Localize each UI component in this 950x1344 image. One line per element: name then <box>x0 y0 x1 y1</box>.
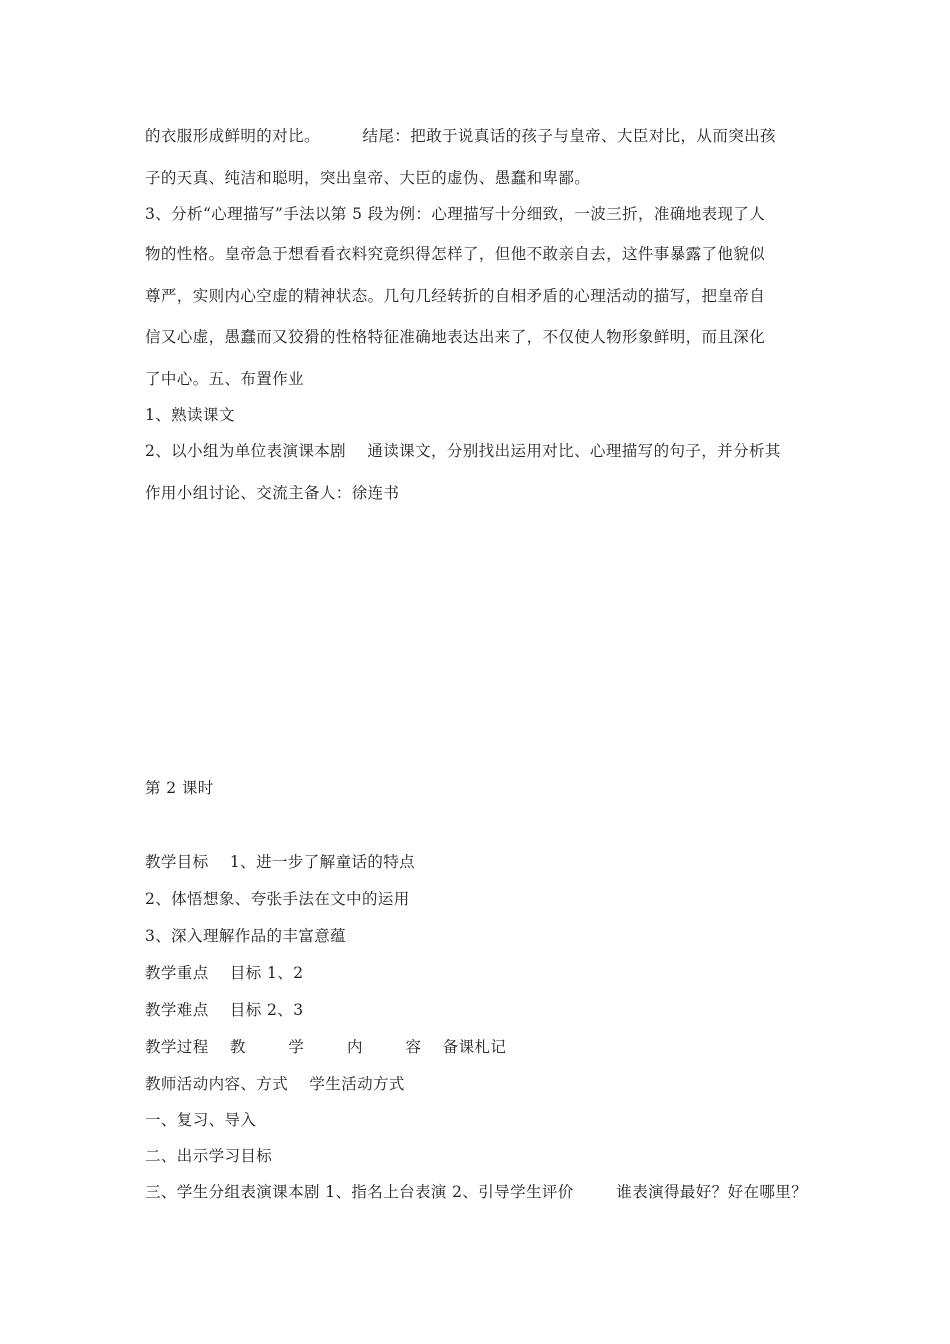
paragraph-line: 1、熟读课文 <box>145 406 235 424</box>
paragraph-line: 尊严，实则内心空虚的精神状态。几句几经转折的自相矛盾的心理活动的描写，把皇帝自 <box>145 287 766 305</box>
lesson-heading: 第 2 课时 <box>145 779 214 797</box>
paragraph-line: 教学难点 目标 2、3 <box>145 1001 304 1019</box>
paragraph-line: 教师活动内容、方式 学生活动方式 <box>145 1075 405 1093</box>
paragraph-line: 3、深入理解作品的丰富意蕴 <box>145 927 347 945</box>
paragraph-line: 2、以小组为单位表演课本剧 通读课文，分别找出运用对比、心理描写的句子，并分析其 <box>145 442 781 460</box>
paragraph-line: 二、出示学习目标 <box>145 1147 273 1165</box>
paragraph-line: 教学重点 目标 1、2 <box>145 964 304 982</box>
paragraph-line: 教学过程 教 学 内 容 备课札记 <box>145 1038 507 1056</box>
paragraph-line: 子的天真、纯洁和聪明，突出皇帝、大臣的虚伪、愚蠢和卑鄙。 <box>145 169 591 187</box>
paragraph-line: 的衣服形成鲜明的对比。 结尾：把敢于说真话的孩子与皇帝、大臣对比，从而突出孩 <box>145 127 776 145</box>
paragraph-line: 2、体悟想象、夸张手法在文中的运用 <box>145 890 410 908</box>
paragraph-line: 物的性格。皇帝急于想看看衣料究竟织得怎样了，但他不敢亲自去，这件事暴露了他貌似 <box>145 245 766 263</box>
paragraph-line: 作用小组讨论、交流主备人：徐连书 <box>145 484 400 502</box>
paragraph-line: 3、分析“心理描写”手法以第 5 段为例：心理描写十分细致，一波三折，准确地表现了人 <box>145 205 766 223</box>
paragraph-line: 信又心虚，愚蠢而又狡猾的性格特征准确地表达出来了，不仅使人物形象鲜明，而且深化 <box>145 328 766 346</box>
paragraph-line: 了中心。五、布置作业 <box>145 370 305 388</box>
paragraph-line: 教学目标 1、进一步了解童话的特点 <box>145 853 416 871</box>
paragraph-line: 三、学生分组表演课本剧 1、指名上台表演 2、引导学生评价 谁表演得最好？好在哪里？ <box>145 1183 808 1201</box>
paragraph-line: 一、复习、导入 <box>145 1111 257 1129</box>
